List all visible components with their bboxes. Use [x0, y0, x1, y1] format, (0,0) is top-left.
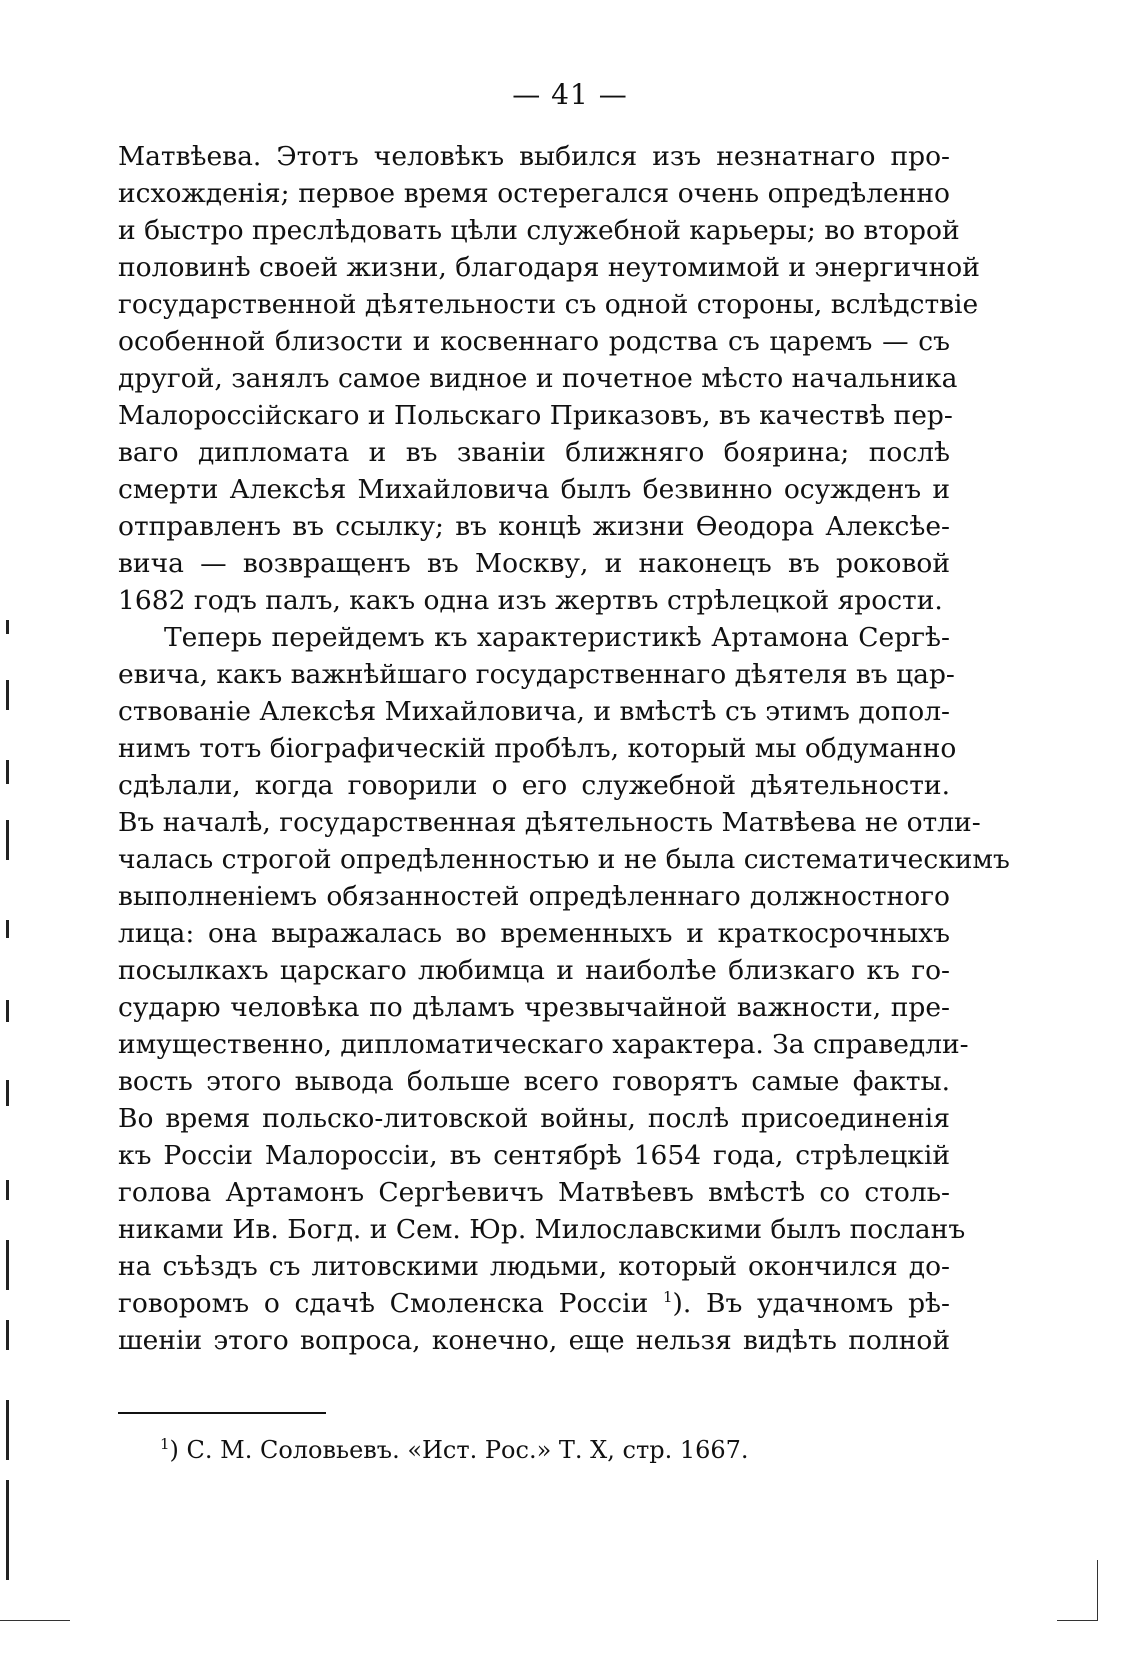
body-text — [118, 138, 1010, 1359]
text-line: Малороссійскаго и Польскаго Приказовъ, въ качествѣ пер- — [118, 400, 953, 431]
text-line: 1682 годъ палъ, какъ одна изъ жертвъ стрѣлецкой ярости. — [118, 585, 943, 616]
text-line: ваго дипломата и въ званіи ближняго боярина; послѣ — [118, 437, 950, 468]
footnote — [160, 1432, 749, 1468]
text-line: Во время польско-литовской войны, послѣ присоединенія — [118, 1103, 950, 1134]
footnote-reference[interactable]: 1 — [662, 1288, 673, 1307]
text-line: имущественно, дипломатическаго характера. За справедли- — [118, 1029, 969, 1060]
text-line: половинѣ своей жизни, благодаря неутомимой и энергичной — [118, 252, 980, 283]
text-line: исхожденія; первое время остерегался очень опредѣленно — [118, 178, 950, 209]
scan-bottom-edge — [0, 1620, 70, 1621]
text-line: государственной дѣятельности съ одной стороны, вслѣдствіе — [118, 289, 979, 320]
text-line: къ Россіи Малороссіи, въ сентябрѣ 1654 года, стрѣлецкій — [118, 1140, 950, 1171]
page-number: — 41 — — [512, 78, 628, 111]
text-line: Матвѣева. Этотъ человѣкъ выбился изъ незнатнаго про- — [118, 141, 950, 172]
text-line: ствованіе Алексѣя Михайловича, и вмѣстѣ съ этимъ допол- — [118, 696, 950, 727]
text-line: шеніи этого вопроса, конечно, еще нельзя видѣть полной — [118, 1325, 950, 1356]
text-line: чалась строгой опредѣленностью и не была систематическимъ — [118, 844, 1010, 875]
text-line-head: говоромъ о сдачѣ Смоленска Россіи — [118, 1288, 649, 1319]
text-line: лица: она выражалась во временныхъ и краткосрочныхъ — [118, 918, 950, 949]
text-line: Теперь перейдемъ къ характеристикѣ Артамона Сергѣ- — [164, 622, 950, 653]
text-line: вость этого вывода больше всего говорятъ самые факты. — [118, 1066, 950, 1097]
text-line: другой, занялъ самое видное и почетное мѣсто начальника — [118, 363, 958, 394]
text-line: сдѣлали, когда говорили о его служебной дѣятельности. — [118, 770, 950, 801]
text-line-with-footnote-ref — [118, 1285, 950, 1322]
scan-binding-edge — [6, 620, 9, 1580]
text-line: вича — возвращенъ въ Москву, и наконецъ въ роковой — [118, 548, 950, 579]
footnote-marker: 1 — [160, 1435, 170, 1453]
text-line: голова Артамонъ Сергѣевичъ Матвѣевъ вмѣстѣ со столь- — [118, 1177, 950, 1208]
text-line: отправленъ въ ссылку; въ концѣ жизни Ѳеодора Алексѣе- — [118, 511, 950, 542]
text-line: и быстро преслѣдовать цѣли служебной карьеры; во второй — [118, 215, 960, 246]
text-line: нимъ тотъ біографическій пробѣлъ, который мы обдуманно — [118, 733, 957, 764]
footnote-divider — [118, 1412, 326, 1414]
text-line: евича, какъ важнѣйшаго государственнаго дѣятеля въ цар- — [118, 659, 955, 690]
text-line-tail: ). Въ удачномъ рѣ- — [672, 1288, 950, 1319]
text-line: особенной близости и косвеннаго родства съ царемъ — съ — [118, 326, 950, 357]
text-line: посылкахъ царскаго любимца и наиболѣе близкаго къ го- — [118, 955, 950, 986]
scan-corner-mark — [1057, 1560, 1098, 1621]
footnote-text: ) С. М. Соловьевъ. «Ист. Рос.» Т. X, стр. 1667. — [169, 1436, 749, 1464]
text-line: никами Ив. Богд. и Сем. Юр. Милославскими былъ посланъ — [118, 1214, 966, 1245]
text-line: Въ началѣ, государственная дѣятельность Матвѣева не отли- — [118, 807, 981, 838]
text-line: смерти Алексѣя Михайловича былъ безвинно осужденъ и — [118, 474, 950, 505]
text-line: выполненіемъ обязанностей опредѣленнаго должностного — [118, 881, 950, 912]
text-line: сударю человѣка по дѣламъ чрезвычайной важности, пре- — [118, 992, 950, 1023]
text-line: на съѣздъ съ литовскими людьми, который окончился до- — [118, 1251, 950, 1282]
